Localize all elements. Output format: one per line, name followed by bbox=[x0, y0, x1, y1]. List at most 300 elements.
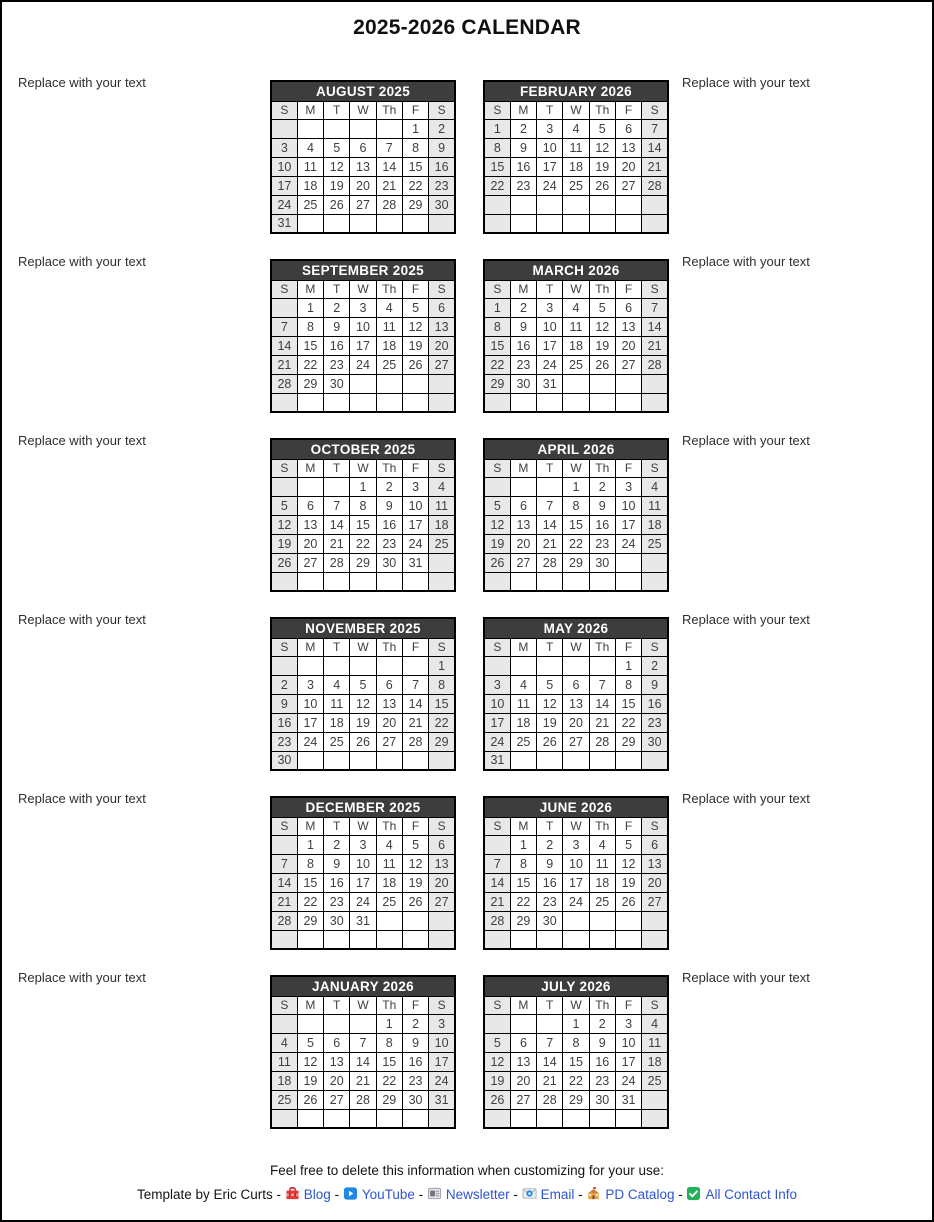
day-cell bbox=[642, 374, 668, 393]
day-cell: 23 bbox=[589, 534, 615, 553]
day-cell: 25 bbox=[563, 355, 589, 374]
day-cell bbox=[376, 751, 402, 770]
dow-cell: Th bbox=[376, 817, 402, 835]
email-link[interactable] bbox=[522, 1187, 575, 1202]
dow-cell: F bbox=[615, 459, 641, 477]
month-title: MAY 2026 bbox=[484, 618, 668, 638]
dow-cell: Th bbox=[376, 280, 402, 298]
day-cell: 10 bbox=[537, 138, 563, 157]
placeholder-text-right: Replace with your text bbox=[682, 970, 810, 985]
day-cell: 31 bbox=[484, 751, 510, 770]
day-cell bbox=[402, 751, 428, 770]
day-cell bbox=[429, 393, 455, 412]
day-cell: 16 bbox=[642, 694, 668, 713]
day-cell: 20 bbox=[615, 157, 641, 176]
month-calendar bbox=[270, 796, 456, 950]
newsletter-link[interactable] bbox=[427, 1187, 510, 1202]
day-cell: 10 bbox=[615, 496, 641, 515]
day-cell bbox=[350, 656, 376, 675]
dow-cell: T bbox=[537, 280, 563, 298]
dow-cell: Th bbox=[376, 459, 402, 477]
day-cell: 12 bbox=[350, 694, 376, 713]
day-cell bbox=[589, 374, 615, 393]
day-cell bbox=[484, 930, 510, 949]
day-cell: 18 bbox=[563, 336, 589, 355]
day-cell: 28 bbox=[376, 195, 402, 214]
day-cell: 18 bbox=[271, 1071, 297, 1090]
day-cell bbox=[589, 930, 615, 949]
day-cell: 25 bbox=[271, 1090, 297, 1109]
day-cell: 19 bbox=[402, 336, 428, 355]
day-cell: 13 bbox=[297, 515, 323, 534]
day-cell bbox=[563, 751, 589, 770]
day-cell bbox=[484, 1014, 510, 1033]
day-cell: 16 bbox=[271, 713, 297, 732]
day-cell: 16 bbox=[429, 157, 455, 176]
dow-cell: T bbox=[537, 459, 563, 477]
day-cell: 28 bbox=[350, 1090, 376, 1109]
day-cell: 14 bbox=[271, 873, 297, 892]
dow-cell: S bbox=[484, 996, 510, 1014]
month-title: NOVEMBER 2025 bbox=[271, 618, 455, 638]
day-cell: 8 bbox=[350, 496, 376, 515]
day-cell: 28 bbox=[402, 732, 428, 751]
pd-catalog-link[interactable] bbox=[586, 1187, 674, 1202]
day-cell: 23 bbox=[271, 732, 297, 751]
day-cell: 26 bbox=[271, 553, 297, 572]
day-cell: 30 bbox=[429, 195, 455, 214]
day-cell bbox=[537, 1109, 563, 1128]
day-cell: 23 bbox=[510, 355, 536, 374]
month-title: APRIL 2026 bbox=[484, 439, 668, 459]
day-cell: 14 bbox=[350, 1052, 376, 1071]
day-cell: 7 bbox=[642, 119, 668, 138]
dow-cell: Th bbox=[589, 101, 615, 119]
day-cell bbox=[297, 930, 323, 949]
day-cell: 24 bbox=[350, 355, 376, 374]
day-cell: 18 bbox=[642, 1052, 668, 1071]
day-cell: 13 bbox=[376, 694, 402, 713]
day-cell: 15 bbox=[350, 515, 376, 534]
day-cell bbox=[402, 1109, 428, 1128]
day-cell: 8 bbox=[484, 317, 510, 336]
day-cell: 6 bbox=[376, 675, 402, 694]
day-cell: 17 bbox=[350, 873, 376, 892]
placeholder-text-left: Replace with your text bbox=[18, 254, 146, 269]
day-cell: 21 bbox=[537, 1071, 563, 1090]
day-cell bbox=[642, 911, 668, 930]
day-cell: 30 bbox=[324, 374, 350, 393]
day-cell: 5 bbox=[297, 1033, 323, 1052]
day-cell: 27 bbox=[615, 176, 641, 195]
dow-cell: M bbox=[297, 459, 323, 477]
placeholder-text-right: Replace with your text bbox=[682, 791, 810, 806]
day-cell bbox=[510, 1109, 536, 1128]
day-cell: 12 bbox=[484, 1052, 510, 1071]
day-cell bbox=[297, 119, 323, 138]
day-cell: 24 bbox=[271, 195, 297, 214]
day-cell: 17 bbox=[402, 515, 428, 534]
day-cell: 28 bbox=[537, 553, 563, 572]
day-cell bbox=[271, 1109, 297, 1128]
day-cell: 28 bbox=[642, 355, 668, 374]
link-label: Blog bbox=[303, 1187, 331, 1202]
month-calendar bbox=[483, 975, 669, 1129]
day-cell: 18 bbox=[376, 336, 402, 355]
day-cell bbox=[484, 214, 510, 233]
day-cell: 30 bbox=[510, 374, 536, 393]
day-cell bbox=[271, 835, 297, 854]
day-cell: 25 bbox=[563, 176, 589, 195]
day-cell bbox=[429, 930, 455, 949]
day-cell bbox=[429, 374, 455, 393]
day-cell: 27 bbox=[429, 355, 455, 374]
day-cell: 12 bbox=[537, 694, 563, 713]
day-cell: 3 bbox=[615, 1014, 641, 1033]
link-label: YouTube bbox=[361, 1187, 415, 1202]
day-cell: 6 bbox=[429, 298, 455, 317]
day-cell: 16 bbox=[510, 336, 536, 355]
day-cell bbox=[589, 911, 615, 930]
day-cell: 11 bbox=[642, 496, 668, 515]
day-cell: 9 bbox=[642, 675, 668, 694]
day-cell: 27 bbox=[376, 732, 402, 751]
day-cell: 6 bbox=[510, 1033, 536, 1052]
day-cell: 7 bbox=[271, 854, 297, 873]
day-cell: 12 bbox=[402, 317, 428, 336]
day-cell bbox=[324, 1109, 350, 1128]
day-cell bbox=[324, 572, 350, 591]
placeholder-text-right: Replace with your text bbox=[682, 254, 810, 269]
day-cell: 21 bbox=[376, 176, 402, 195]
day-cell bbox=[615, 393, 641, 412]
day-cell: 19 bbox=[297, 1071, 323, 1090]
day-cell bbox=[350, 374, 376, 393]
newsletter-icon bbox=[427, 1186, 442, 1201]
dow-cell: S bbox=[271, 101, 297, 119]
day-cell bbox=[642, 553, 668, 572]
day-cell: 28 bbox=[537, 1090, 563, 1109]
day-cell: 20 bbox=[642, 873, 668, 892]
all-contact-info-link[interactable] bbox=[686, 1187, 797, 1202]
dow-cell: Th bbox=[376, 101, 402, 119]
blog-toolbox-icon bbox=[285, 1186, 300, 1201]
day-cell bbox=[297, 1109, 323, 1128]
day-cell: 6 bbox=[297, 496, 323, 515]
day-cell: 25 bbox=[324, 732, 350, 751]
day-cell: 5 bbox=[484, 496, 510, 515]
day-cell bbox=[376, 214, 402, 233]
day-cell: 22 bbox=[297, 892, 323, 911]
day-cell: 21 bbox=[271, 892, 297, 911]
day-cell: 18 bbox=[563, 157, 589, 176]
day-cell: 14 bbox=[537, 515, 563, 534]
day-cell: 10 bbox=[537, 317, 563, 336]
month-title: MARCH 2026 bbox=[484, 260, 668, 280]
day-cell: 7 bbox=[589, 675, 615, 694]
day-cell: 25 bbox=[589, 892, 615, 911]
dow-cell: F bbox=[402, 638, 428, 656]
day-cell bbox=[402, 374, 428, 393]
day-cell: 14 bbox=[642, 138, 668, 157]
day-cell: 30 bbox=[589, 1090, 615, 1109]
day-cell: 9 bbox=[324, 854, 350, 873]
day-cell bbox=[271, 1014, 297, 1033]
day-cell: 10 bbox=[615, 1033, 641, 1052]
day-cell: 20 bbox=[615, 336, 641, 355]
day-cell: 2 bbox=[510, 119, 536, 138]
day-cell: 17 bbox=[271, 176, 297, 195]
day-cell bbox=[537, 477, 563, 496]
day-cell: 27 bbox=[297, 553, 323, 572]
day-cell: 1 bbox=[510, 835, 536, 854]
dow-cell: T bbox=[537, 638, 563, 656]
day-cell bbox=[271, 393, 297, 412]
day-cell: 19 bbox=[484, 534, 510, 553]
day-cell bbox=[589, 1109, 615, 1128]
day-cell: 14 bbox=[642, 317, 668, 336]
day-cell: 2 bbox=[642, 656, 668, 675]
day-cell: 24 bbox=[615, 534, 641, 553]
dow-cell: S bbox=[484, 280, 510, 298]
day-cell bbox=[376, 930, 402, 949]
day-cell: 22 bbox=[376, 1071, 402, 1090]
dow-cell: S bbox=[642, 638, 668, 656]
day-cell bbox=[297, 751, 323, 770]
calendar-row bbox=[2, 970, 932, 1129]
day-cell bbox=[484, 393, 510, 412]
month-calendar bbox=[483, 796, 669, 950]
day-cell bbox=[402, 911, 428, 930]
day-cell: 5 bbox=[589, 298, 615, 317]
day-cell: 6 bbox=[563, 675, 589, 694]
day-cell: 11 bbox=[376, 317, 402, 336]
day-cell: 16 bbox=[402, 1052, 428, 1071]
day-cell bbox=[642, 1109, 668, 1128]
day-cell: 27 bbox=[350, 195, 376, 214]
day-cell: 25 bbox=[429, 534, 455, 553]
day-cell: 7 bbox=[642, 298, 668, 317]
day-cell: 9 bbox=[510, 138, 536, 157]
day-cell: 22 bbox=[510, 892, 536, 911]
day-cell: 28 bbox=[324, 553, 350, 572]
dow-cell: Th bbox=[589, 996, 615, 1014]
calendar-row bbox=[2, 612, 932, 771]
day-cell: 14 bbox=[484, 873, 510, 892]
day-cell bbox=[324, 214, 350, 233]
day-cell: 11 bbox=[563, 138, 589, 157]
day-cell bbox=[297, 477, 323, 496]
day-cell bbox=[297, 656, 323, 675]
day-cell bbox=[324, 930, 350, 949]
day-cell: 21 bbox=[402, 713, 428, 732]
day-cell: 20 bbox=[429, 873, 455, 892]
dow-cell: S bbox=[429, 101, 455, 119]
dow-cell: M bbox=[297, 996, 323, 1014]
dow-cell: S bbox=[271, 280, 297, 298]
day-cell: 5 bbox=[402, 835, 428, 854]
day-cell: 5 bbox=[350, 675, 376, 694]
placeholder-text-left: Replace with your text bbox=[18, 433, 146, 448]
day-cell: 9 bbox=[402, 1033, 428, 1052]
day-cell: 31 bbox=[402, 553, 428, 572]
day-cell bbox=[589, 393, 615, 412]
day-cell bbox=[402, 656, 428, 675]
day-cell: 30 bbox=[324, 911, 350, 930]
day-cell: 17 bbox=[297, 713, 323, 732]
day-cell: 1 bbox=[484, 298, 510, 317]
day-cell: 6 bbox=[350, 138, 376, 157]
day-cell: 21 bbox=[324, 534, 350, 553]
day-cell bbox=[376, 656, 402, 675]
day-cell: 3 bbox=[271, 138, 297, 157]
month-calendar bbox=[483, 259, 669, 413]
day-cell: 26 bbox=[402, 355, 428, 374]
day-cell: 12 bbox=[271, 515, 297, 534]
day-cell: 24 bbox=[537, 355, 563, 374]
day-cell: 13 bbox=[615, 317, 641, 336]
day-cell bbox=[376, 374, 402, 393]
day-cell: 8 bbox=[563, 1033, 589, 1052]
day-cell bbox=[563, 195, 589, 214]
day-cell: 1 bbox=[350, 477, 376, 496]
day-cell: 23 bbox=[642, 713, 668, 732]
dow-cell: M bbox=[510, 459, 536, 477]
credits-prefix: Template by Eric Curts bbox=[136, 1187, 273, 1202]
dow-cell: M bbox=[297, 817, 323, 835]
day-cell bbox=[642, 751, 668, 770]
month-calendar bbox=[270, 617, 456, 771]
day-cell: 7 bbox=[484, 854, 510, 873]
day-cell bbox=[615, 195, 641, 214]
day-cell bbox=[350, 751, 376, 770]
dow-cell: M bbox=[510, 280, 536, 298]
day-cell: 24 bbox=[350, 892, 376, 911]
dow-cell: Th bbox=[589, 817, 615, 835]
day-cell: 28 bbox=[271, 374, 297, 393]
day-cell: 9 bbox=[324, 317, 350, 336]
day-cell: 21 bbox=[589, 713, 615, 732]
day-cell: 4 bbox=[429, 477, 455, 496]
day-cell: 27 bbox=[563, 732, 589, 751]
dow-cell: F bbox=[402, 101, 428, 119]
day-cell: 6 bbox=[615, 119, 641, 138]
day-cell: 29 bbox=[563, 553, 589, 572]
day-cell bbox=[429, 1109, 455, 1128]
day-cell bbox=[271, 656, 297, 675]
day-cell: 28 bbox=[271, 911, 297, 930]
month-calendar bbox=[270, 975, 456, 1129]
day-cell bbox=[324, 477, 350, 496]
day-cell: 14 bbox=[537, 1052, 563, 1071]
day-cell bbox=[563, 1109, 589, 1128]
day-cell: 30 bbox=[589, 553, 615, 572]
day-cell: 17 bbox=[615, 515, 641, 534]
day-cell bbox=[510, 656, 536, 675]
day-cell: 8 bbox=[615, 675, 641, 694]
day-cell bbox=[510, 572, 536, 591]
day-cell: 8 bbox=[297, 854, 323, 873]
day-cell: 12 bbox=[297, 1052, 323, 1071]
email-icon bbox=[522, 1186, 537, 1201]
month-calendar bbox=[270, 259, 456, 413]
day-cell: 15 bbox=[563, 1052, 589, 1071]
day-cell: 29 bbox=[376, 1090, 402, 1109]
day-cell: 30 bbox=[376, 553, 402, 572]
day-cell bbox=[642, 214, 668, 233]
day-cell: 5 bbox=[615, 835, 641, 854]
day-cell: 8 bbox=[484, 138, 510, 157]
day-cell: 15 bbox=[429, 694, 455, 713]
day-cell: 10 bbox=[297, 694, 323, 713]
day-cell: 20 bbox=[563, 713, 589, 732]
day-cell: 4 bbox=[510, 675, 536, 694]
day-cell: 22 bbox=[484, 176, 510, 195]
dow-cell: F bbox=[615, 280, 641, 298]
dow-cell: W bbox=[350, 101, 376, 119]
dow-cell: S bbox=[429, 817, 455, 835]
day-cell bbox=[563, 656, 589, 675]
day-cell: 8 bbox=[429, 675, 455, 694]
day-cell: 30 bbox=[271, 751, 297, 770]
dow-cell: W bbox=[350, 996, 376, 1014]
day-cell: 23 bbox=[324, 355, 350, 374]
day-cell bbox=[350, 214, 376, 233]
day-cell: 12 bbox=[615, 854, 641, 873]
day-cell: 8 bbox=[297, 317, 323, 336]
day-cell: 23 bbox=[324, 892, 350, 911]
day-cell bbox=[484, 477, 510, 496]
day-cell: 1 bbox=[297, 298, 323, 317]
month-title: JUNE 2026 bbox=[484, 797, 668, 817]
day-cell bbox=[589, 572, 615, 591]
day-cell: 6 bbox=[324, 1033, 350, 1052]
day-cell: 14 bbox=[402, 694, 428, 713]
day-cell: 20 bbox=[324, 1071, 350, 1090]
day-cell: 20 bbox=[429, 336, 455, 355]
placeholder-text-right: Replace with your text bbox=[682, 433, 810, 448]
dow-cell: F bbox=[615, 817, 641, 835]
day-cell: 14 bbox=[324, 515, 350, 534]
youtube-link[interactable] bbox=[343, 1187, 415, 1202]
day-cell: 19 bbox=[615, 873, 641, 892]
day-cell: 26 bbox=[350, 732, 376, 751]
day-cell: 4 bbox=[563, 298, 589, 317]
day-cell: 19 bbox=[589, 157, 615, 176]
dow-cell: F bbox=[615, 996, 641, 1014]
day-cell bbox=[297, 393, 323, 412]
blog-link[interactable] bbox=[285, 1187, 331, 1202]
day-cell: 22 bbox=[563, 1071, 589, 1090]
day-cell: 12 bbox=[324, 157, 350, 176]
day-cell: 5 bbox=[324, 138, 350, 157]
day-cell: 17 bbox=[350, 336, 376, 355]
day-cell bbox=[350, 930, 376, 949]
day-cell: 11 bbox=[376, 854, 402, 873]
day-cell: 1 bbox=[615, 656, 641, 675]
link-label: Newsletter bbox=[445, 1187, 510, 1202]
day-cell: 17 bbox=[429, 1052, 455, 1071]
day-cell: 2 bbox=[429, 119, 455, 138]
dow-cell: T bbox=[324, 101, 350, 119]
day-cell bbox=[484, 1109, 510, 1128]
day-cell: 23 bbox=[589, 1071, 615, 1090]
day-cell: 23 bbox=[537, 892, 563, 911]
day-cell: 27 bbox=[510, 1090, 536, 1109]
day-cell: 1 bbox=[429, 656, 455, 675]
day-cell: 16 bbox=[589, 1052, 615, 1071]
day-cell: 2 bbox=[510, 298, 536, 317]
